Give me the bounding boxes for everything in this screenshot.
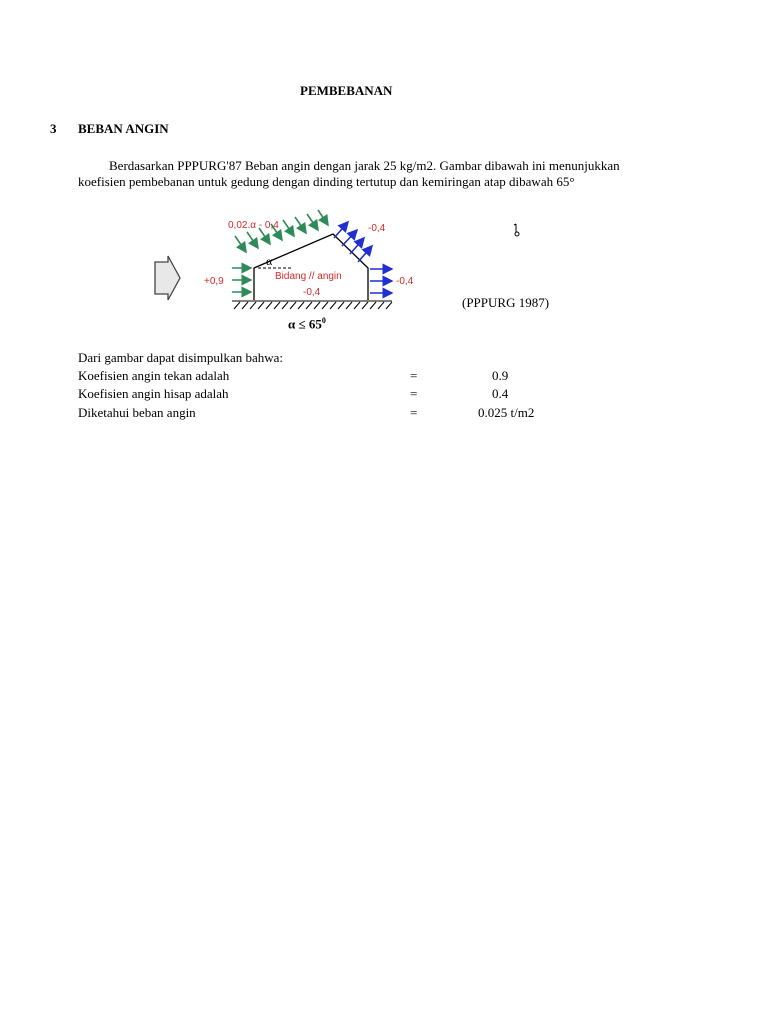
note-symbol-icon: [514, 224, 519, 236]
roof-leeward-label: -0,4: [368, 223, 386, 234]
page-title: PEMBEBANAN: [300, 83, 393, 98]
wind-direction-icon: [155, 256, 180, 300]
paragraph-line-1: Berdasarkan PPPURG'87 Beban angin dengan jarak 25 kg/m2. Gambar dibawah ini menunjukkan: [109, 158, 620, 173]
roof-windward-label: 0,02.α - 0,4: [228, 220, 279, 231]
conclusion-row-label: Koefisien angin hisap adalah: [78, 386, 229, 401]
section-title: BEBAN ANGIN: [78, 121, 169, 136]
conclusion-intro: Dari gambar dapat disimpulkan bahwa:: [78, 350, 284, 365]
section-number: 3: [50, 121, 57, 136]
wall-windward-label: +0,9: [204, 276, 224, 287]
conclusion-row-label: Koefisien angin tekan adalah: [78, 368, 230, 383]
paragraph-line-2: koefisien pembebanan untuk gedung dengan dinding tertutup dan kemiringan atap dibawah 65°: [78, 174, 575, 189]
angle-condition: $\alpha \le 65^0$: [288, 316, 326, 332]
ground-hatch: [232, 301, 392, 309]
conclusion-row-label: Diketahui beban angin: [78, 405, 196, 420]
inner-value: -0,4: [303, 287, 321, 298]
conclusion-row-eq: =: [410, 368, 418, 383]
inner-label: Bidang // angin: [275, 271, 342, 282]
leeward-roof-arrows: [334, 222, 372, 262]
conclusion-row-eq: =: [410, 386, 418, 401]
wall-leeward-label: -0,4: [396, 276, 414, 287]
conclusion-row-value: 0.4: [492, 386, 509, 401]
conclusion-row-value: 0.025 t/m2: [478, 405, 535, 420]
conclusion-row-eq: =: [410, 405, 418, 420]
windward-roof-arrows: [235, 210, 328, 252]
source-note: (PPPURG 1987): [462, 295, 550, 310]
windward-wall-arrows: [232, 268, 251, 292]
conclusion-row-value: 0.9: [492, 368, 509, 383]
angle-symbol: α: [266, 254, 273, 268]
leeward-wall-arrows: [370, 269, 392, 293]
